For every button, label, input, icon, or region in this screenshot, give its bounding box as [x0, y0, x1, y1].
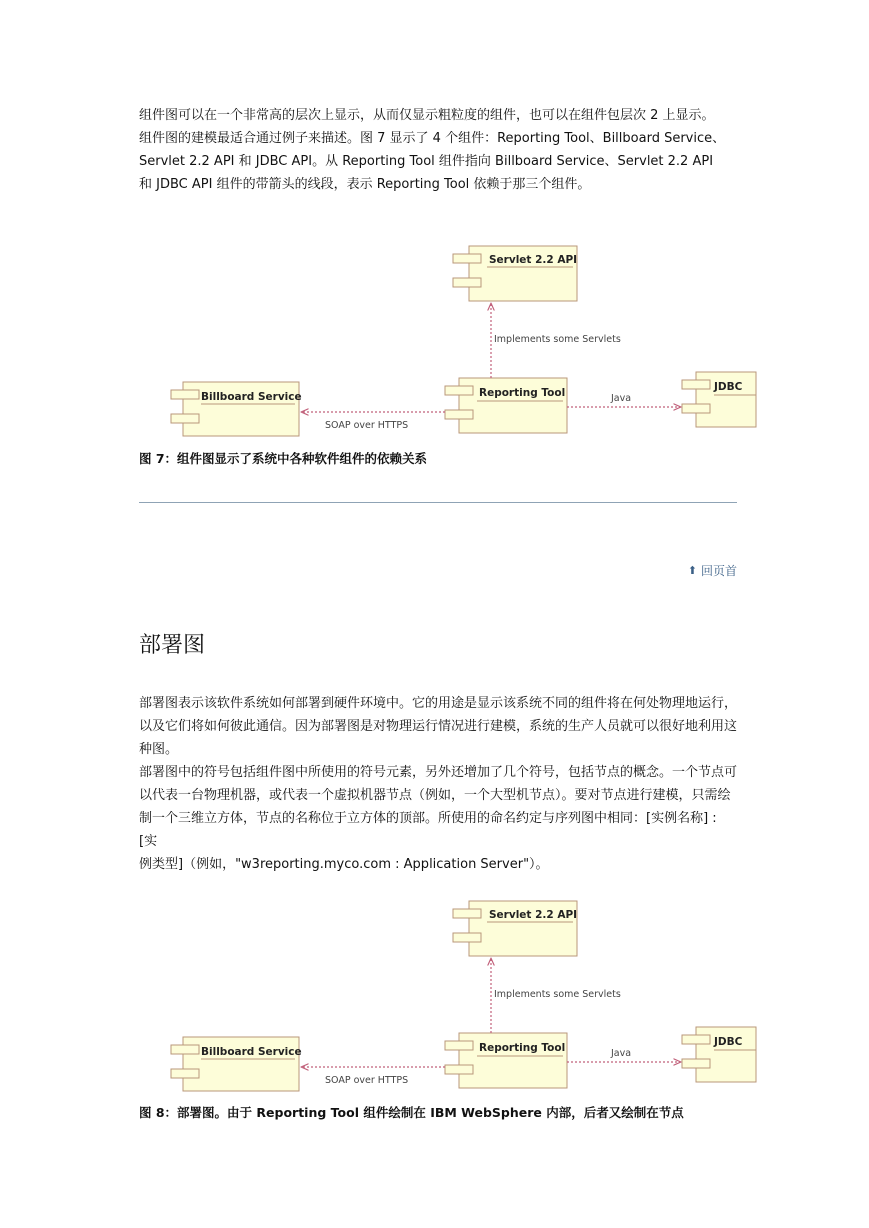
p2-line-2: 以代表一台物理机器，或代表一个虚拟机器节点（例如，一个大型机节点）。要对节点进行建模，只需绘: [139, 788, 731, 803]
reporting-component: [445, 1033, 567, 1088]
reporting-label: Reporting Tool: [479, 1042, 566, 1054]
intro-line-1: 组件图可以在一个非常高的层次上显示，从而仅显示粗粒度的组件，也可以在组件包层次 2 上显示。: [139, 108, 715, 123]
p1-line-3: 种图。: [139, 742, 179, 757]
java-edge-label: Java: [611, 1048, 632, 1059]
intro-line-3: Servlet 2.2 API 和 JDBC API。从 Reporting Tool 组件指向 Billboard Service、Servlet 2.2 API: [139, 154, 714, 169]
intro-line-2: 组件图的建模最适合通过例子来描述。图 7 显示了 4 个组件：Reporting Tool、Billboard Service、: [139, 131, 726, 146]
jdbc-label: JDBC: [714, 1036, 743, 1048]
billboard-label: Billboard Service: [201, 391, 302, 403]
deployment-paragraph-1: [139, 692, 737, 761]
up-arrow-icon: ⬆: [687, 564, 697, 577]
back-to-top-label: 回页首: [700, 564, 737, 578]
jdbc-label: JDBC: [714, 381, 743, 393]
p1-line-1: 部署图表示该软件系统如何部署到硬件环境中。它的用途是显示该系统不同的组件将在何处物理地运行，: [139, 696, 738, 711]
p2-line-3: 制一个三维立方体，节点的名称位于立方体的顶部。所使用的命名约定与序列图中相同：[实例名称] : [实: [139, 811, 717, 849]
jdbc-component: [682, 372, 756, 427]
implements-edge-label: Implements some Servlets: [494, 334, 621, 345]
reporting-component: [445, 378, 567, 433]
servlet-label: Servlet 2.2 API: [489, 909, 578, 921]
servlet-component: [453, 246, 577, 301]
implements-edge-label: Implements some Servlets: [494, 989, 621, 1000]
billboard-label: Billboard Service: [201, 1046, 302, 1058]
soap-edge-label: SOAP over HTTPS: [325, 420, 409, 431]
figure-8-diagram: [139, 893, 743, 1098]
billboard-component: [171, 382, 302, 436]
jdbc-component: [682, 1027, 756, 1082]
figure-7-diagram: [139, 238, 743, 443]
figure-7-caption: 图 7：组件图显示了系统中各种软件组件的依赖关系: [139, 451, 428, 466]
servlet-label: Servlet 2.2 API: [489, 254, 578, 266]
deployment-diagram-svg: [139, 893, 743, 1098]
reporting-label: Reporting Tool: [479, 387, 566, 399]
figure-8-caption: 图 8：部署图。由于 Reporting Tool 组件绘制在 IBM WebSphere 内部，后者又绘制在节点: [139, 1105, 684, 1120]
section-divider: [139, 502, 737, 503]
component-diagram-svg: [139, 238, 743, 443]
intro-paragraph: [139, 104, 737, 196]
billboard-component: [171, 1037, 302, 1091]
back-to-top-link[interactable]: [688, 562, 737, 579]
p2-line-1: 部署图中的符号包括组件图中所使用的符号元素，另外还增加了几个符号，包括节点的概念。一个节点可: [139, 765, 738, 780]
deployment-paragraph-2: [139, 761, 737, 876]
p2-line-4: 例类型]（例如，"w3reporting.myco.com : Application Server"）。: [139, 857, 549, 872]
java-edge-label: Java: [611, 393, 632, 404]
servlet-component: [453, 901, 577, 956]
p1-line-2: 以及它们将如何彼此通信。因为部署图是对物理运行情况进行建模，系统的生产人员就可以很好地利用这: [139, 719, 738, 734]
section-title: 部署图: [139, 633, 206, 658]
intro-line-4: 和 JDBC API 组件的带箭头的线段，表示 Reporting Tool 依赖于那三个组件。: [139, 177, 591, 192]
soap-edge-label: SOAP over HTTPS: [325, 1075, 409, 1086]
